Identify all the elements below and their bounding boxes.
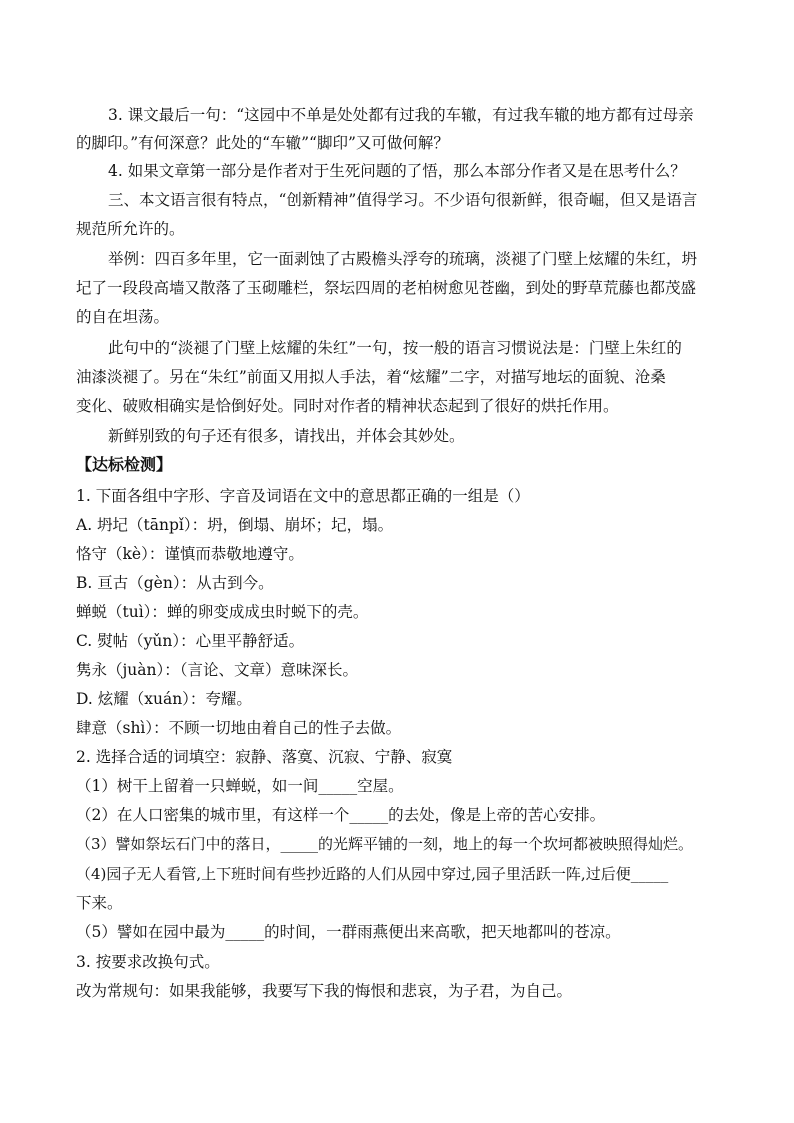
q3-stem: 3. 按要求改换句式。	[76, 953, 220, 971]
section-three-task: 新鲜别致的句子还有很多，请找出，并体会其妙处。	[108, 427, 465, 445]
question-4: 4. 如果文章第一部分是作者对于生死问题的了悟，那么本部分作者又是在思考什么？	[108, 162, 686, 180]
q1-stem: 1. 下面各组中字形、字音及词语在文中的意思都正确的一组是（）	[76, 487, 530, 505]
analysis-line-3: 变化、破败相确实是恰倒好处。同时对作者的精神状态起到了很好的烘托作用。	[76, 397, 619, 415]
q2-sentence-5: （5）譬如在园中最为_____的时间，一群雨燕便出来高歌，把天地都叫的苍凉。	[76, 923, 621, 941]
example-line-2: 圮了一段段高墙又散落了玉砌雕栏，祭坛四周的老柏树愈见苍幽，到处的野草荒藤也都茂盛	[76, 279, 697, 297]
analysis-line-2: 油漆淡褪了。另在“朱红”前面又用拟人手法，着“炫耀”二字，对描写地坛的面貌、沧桑	[76, 368, 666, 386]
q2-sentence-3: （3）譬如祭坛石门中的落日，_____的光辉平铺的一刻，地上的每一个坎坷都被映照得灿烂。	[76, 835, 694, 853]
q1-option-c-line-2: 隽永（juàn）：（言论、文章）意味深长。	[76, 661, 359, 679]
q3-task: 改为常规句：如果我能够，我要写下我的悔恨和悲哀，为子君，为自己。	[76, 982, 573, 1000]
q1-option-d-line-2: 肆意（shì）：不顾一切地由着自己的性子去做。	[76, 719, 402, 737]
section-three-intro-line-2: 规范所允许的。	[76, 220, 185, 238]
q1-option-a-line-1: A. 坍圮（tānpǐ）：坍，倒塌、崩坏；圮，塌。	[76, 516, 394, 534]
q1-option-c-line-1: C. 熨帖（yǔn）：心里平静舒适。	[76, 632, 305, 650]
analysis-line-1: 此句中的“淡褪了门壁上炫耀的朱红”一句，按一般的语言习惯说法是：门壁上朱红的	[108, 339, 682, 357]
example-line-3: 的自在坦荡。	[76, 308, 170, 326]
q2-sentence-4-line-1: （4)园子无人看管,上下班时间有些抄近路的人们从园中穿过,园子里活跃一阵,过后便_____	[76, 865, 669, 883]
example-line-1: 举例：四百多年里，它一面剥蚀了古殿檐头浮夸的琉璃，淡褪了门壁上炫耀的朱红，坍	[108, 250, 698, 268]
q2-sentence-4-line-2: 下来。	[76, 894, 123, 912]
assessment-heading: 【达标检测】	[76, 455, 173, 474]
question-3-line-2: 的脚印。”有何深意？此处的“车辙”“脚印”又可做何解？	[76, 134, 449, 152]
section-three-intro-line-1: 三、本文语言很有特点，“创新精神”值得学习。不少语句很新鲜，很奇崛，但又是语言	[108, 191, 698, 209]
q2-stem: 2. 选择合适的词填空：寂静、落寞、沉寂、宁静、寂寞	[76, 748, 453, 766]
q2-sentence-1: （1）树干上留着一只蝉蜕，如一间_____空屋。	[76, 777, 404, 795]
q1-option-b-line-2: 蝉蜕（tuì）：蝉的卵变成成虫时蜕下的壳。	[76, 603, 369, 621]
q1-option-b-line-1: B. 亘古（gèn）：从古到今。	[76, 574, 274, 592]
q1-option-d-line-1: D. 炫耀（xuán）：夸耀。	[76, 690, 252, 708]
q1-option-a-line-2: 恪守（kè）：谨慎而恭敬地遵守。	[76, 545, 304, 563]
question-3-line-1: 3. 课文最后一句：“这园中不单是处处都有过我的车辙，有过我车辙的地方都有过母亲	[108, 106, 694, 124]
q2-sentence-2: （2）在人口密集的城市里，有这样一个_____的去处，像是上帝的苦心安排。	[76, 806, 606, 824]
